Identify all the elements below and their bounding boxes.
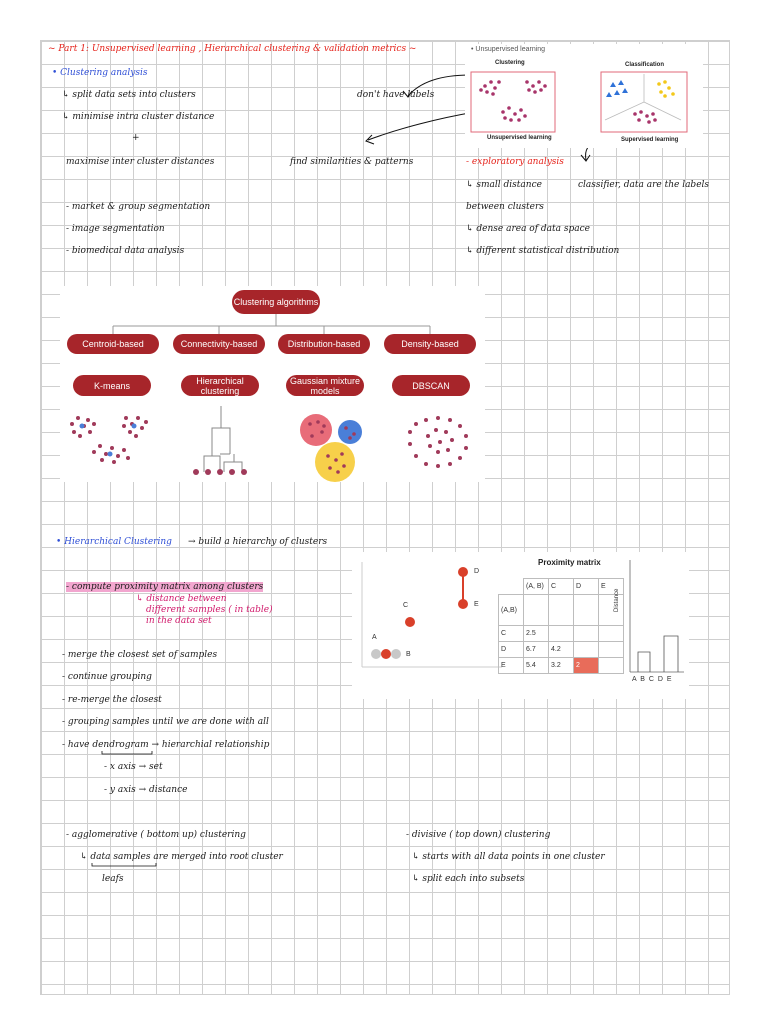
divisive-sub: ↳ starts with all data points in one cluster: [412, 852, 605, 862]
note-line: ↳ split data sets into clusters: [62, 90, 196, 100]
divisive-heading: - divisive ( top down) clustering: [406, 830, 551, 840]
table-cell: [549, 626, 574, 642]
point-label-a: A: [372, 634, 377, 641]
step-item: - grouping samples until we are done with all: [62, 717, 269, 727]
classifier-note: classifier, data are the labels: [578, 180, 710, 190]
page-title: ~ Part 1: Unsupervised learning , Hierarchical clustering & validation metrics ~: [48, 44, 417, 54]
proximity-title: Proximity matrix: [538, 558, 601, 567]
application-item: - biomedical data analysis: [66, 246, 185, 256]
table-cell: [574, 626, 599, 642]
application-item: - market & group segmentation: [66, 202, 211, 212]
proximity-highlight: - compute proximity matrix among clusters: [66, 582, 264, 592]
step-item: - re-merge the closest: [62, 695, 162, 705]
caption-unsupervised: Unsupervised learning: [487, 135, 552, 141]
table-row: [499, 658, 624, 674]
table-row: [499, 626, 624, 642]
section-heading-clustering: • Clustering analysis: [52, 68, 148, 78]
divisive-sub: ↳ split each into subsets: [412, 874, 525, 884]
table-cell: [574, 595, 599, 626]
table-cell: [599, 658, 624, 674]
table-cell: 4.2: [549, 642, 574, 658]
table-cell: 5.4: [524, 658, 549, 674]
note-plus: +: [132, 133, 140, 143]
pill-gmm: Gaussian mixture models: [286, 375, 364, 396]
table-header-cell: (A, B): [524, 579, 549, 595]
figure-heading: • Unsupervised learning: [471, 46, 546, 53]
axis-note: - x axis → set: [104, 762, 163, 772]
table-cell: 3.2: [549, 658, 574, 674]
pill-connectivity: Connectivity-based: [173, 334, 265, 354]
step-item: - continue grouping: [62, 672, 152, 682]
pill-centroid: Centroid-based: [67, 334, 159, 354]
table-cell: [524, 595, 549, 626]
pill-root: Clustering algorithms: [232, 290, 320, 314]
point-label-e: E: [474, 601, 479, 608]
compute-sub: different samples ( in table): [146, 605, 273, 615]
table-cell: [499, 579, 524, 595]
caption-supervised: Supervised learning: [621, 137, 679, 143]
figure-proximity-matrix: [352, 552, 689, 699]
exploratory-label: - exploratory analysis: [466, 157, 564, 167]
classification-label: Classification: [625, 62, 665, 68]
point-label-b: B: [406, 651, 411, 658]
table-row: [499, 595, 624, 626]
table-cell: [599, 626, 624, 642]
step-item: - have dendrogram → hierarchial relationship: [62, 740, 270, 750]
proximity-table: [498, 578, 624, 674]
right-note: ↳ different statistical distribution: [466, 246, 620, 256]
axis-note: - y axis → distance: [104, 785, 188, 795]
point-label-d: D: [474, 568, 480, 575]
agglomerative-sub: ↳ data samples are merged into root cluster: [80, 852, 283, 862]
pill-hierarchical: Hierarchical clustering: [181, 375, 259, 396]
note-no-labels: don't have labels: [357, 90, 435, 100]
mini-dendrogram: [624, 556, 686, 696]
points-scatter: [352, 552, 512, 699]
table-header-cell: E: [599, 579, 624, 595]
pill-density: Density-based: [384, 334, 476, 354]
table-cell: [549, 595, 574, 626]
step-item: - merge the closest set of samples: [62, 650, 218, 660]
table-cell: 6.7: [524, 642, 549, 658]
agglomerative-sub2: leafs: [102, 874, 124, 884]
table-cell: [574, 642, 599, 658]
section-heading-rest: → build a hierarchy of clusters: [188, 537, 328, 547]
table-row-label: (A,B): [499, 595, 524, 626]
pill-distribution: Distribution-based: [278, 334, 370, 354]
table-row: [499, 642, 624, 658]
point-label-c: C: [403, 602, 409, 609]
note-line: ↳ minimise intra cluster distance: [62, 112, 215, 122]
table-cell: 2.5: [524, 626, 549, 642]
table-row-label: D: [499, 642, 524, 658]
clustering-label: Clustering: [495, 60, 525, 66]
note-line: maximise inter cluster distances: [66, 157, 215, 167]
table-cell: [599, 642, 624, 658]
dendrogram-xticks: A B C D E: [632, 676, 673, 683]
note-patterns: find similarities & patterns: [290, 157, 414, 167]
right-note: between clusters: [466, 202, 544, 212]
table-row: [499, 579, 624, 595]
pill-kmeans: K-means: [73, 375, 151, 396]
table-row-label: C: [499, 626, 524, 642]
table-row-label: E: [499, 658, 524, 674]
table-header-cell: D: [574, 579, 599, 595]
compute-sub: ↳ distance between: [136, 594, 227, 604]
application-item: - image segmentation: [66, 224, 165, 234]
table-header-cell: C: [549, 579, 574, 595]
section-heading-hierarchical: • Hierarchical Clustering: [56, 537, 172, 547]
distance-axis-label: Distance: [614, 588, 620, 612]
right-note: ↳ dense area of data space: [466, 224, 591, 234]
right-note: ↳ small distance: [466, 180, 542, 190]
compute-sub: in the data set: [146, 616, 212, 626]
agglomerative-heading: - agglomerative ( bottom up) clustering: [66, 830, 246, 840]
pill-dbscan: DBSCAN: [392, 375, 470, 396]
table-cell-highlight: 2: [574, 658, 599, 674]
